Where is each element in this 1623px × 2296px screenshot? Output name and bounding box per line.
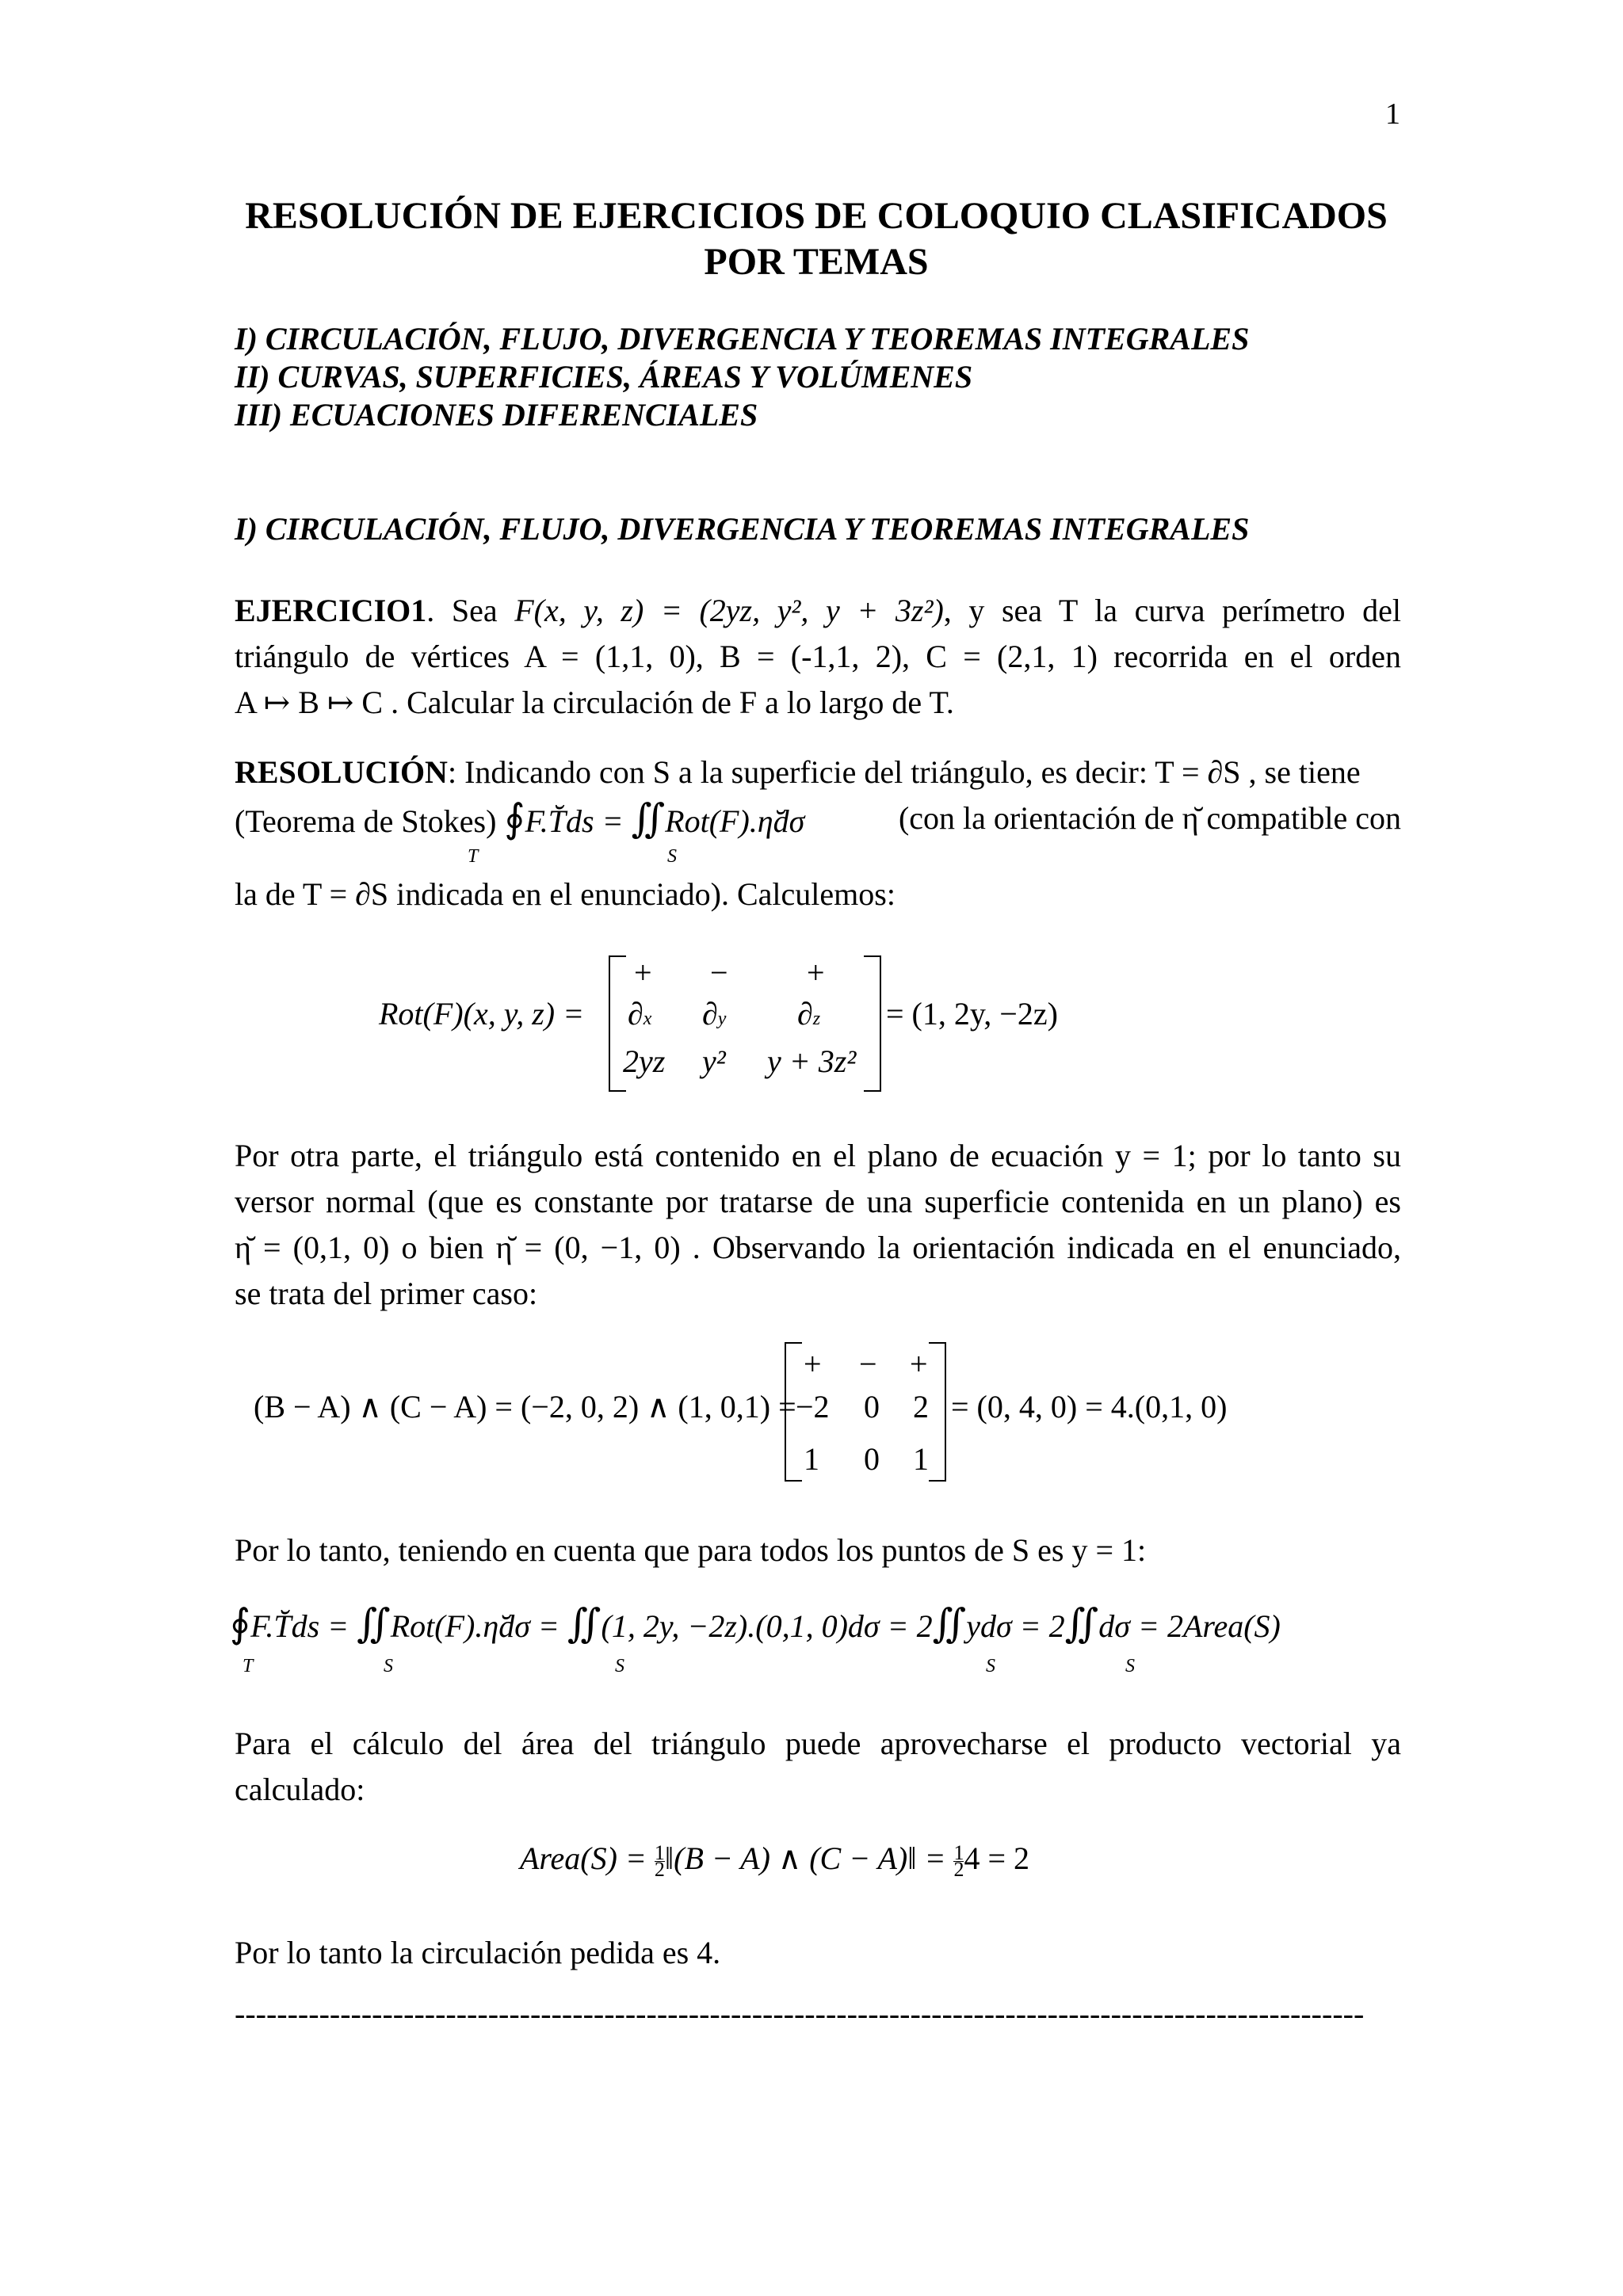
partial-sub: z — [812, 1009, 821, 1029]
resolution-text: : Indicando con S a la superficie del triángulo, es decir: T = ∂S , se tiene — [447, 754, 1361, 790]
cross-cell: 1 — [913, 1441, 929, 1477]
rot-cell — [797, 995, 820, 1032]
double-integral-icon: ∬ — [631, 796, 666, 841]
partial-symbol: ∂ — [702, 996, 718, 1032]
rot-cell-text: 2yz — [623, 1043, 666, 1079]
cross-cell: 0 — [864, 1389, 880, 1425]
rot-cell-text: y + 3z² — [767, 1043, 857, 1079]
chain-term: (1, 2y, −2z).(0,1, 0)dσ = 2 — [601, 1608, 933, 1644]
chain-term: dσ = 2Area(S) — [1098, 1608, 1281, 1644]
matrix-bracket-right — [864, 955, 881, 1092]
cross-cell: −2 — [796, 1389, 830, 1425]
double-integral-icon: ∬ — [932, 1601, 967, 1646]
limit-S: S — [615, 1656, 624, 1676]
topic-2: II) CURVAS, SUPERFICIES, ÁREAS Y VOLÚMENES — [235, 359, 973, 395]
chain-term: ydσ = 2 — [966, 1608, 1065, 1644]
partial-sub: x — [643, 1009, 652, 1029]
resolution-line-3-wrap — [235, 871, 1401, 917]
exercise-text: . Sea — [426, 593, 515, 628]
partial-symbol: ∂ — [797, 996, 813, 1032]
cross-cell: 2 — [913, 1389, 929, 1425]
line-integral-icon: ∮ — [504, 796, 525, 841]
double-integral-icon: ∬ — [567, 1601, 601, 1646]
rot-cell — [628, 995, 651, 1032]
stokes-lhs: F.T̆ds = — [525, 803, 624, 839]
stokes-rhs: Rot(F).η̆dσ — [665, 803, 805, 839]
plane-paragraph — [235, 1133, 1401, 1317]
exercise-line-1 — [235, 588, 1401, 634]
partial-sub: y — [717, 1009, 727, 1029]
partial-symbol: ∂ — [628, 996, 643, 1032]
cross-cell: + — [910, 1346, 928, 1382]
fraction-denominator: 2 — [953, 1858, 964, 1882]
document-title — [230, 193, 1403, 285]
vector-field: F(x, y, z) = (2yz, y², y + 3z²) — [514, 593, 944, 628]
limit-S: S — [667, 846, 677, 867]
conclusion-line: Por lo tanto la circulación pedida es 4. — [235, 1935, 721, 1970]
rot-cell: + — [634, 955, 652, 990]
tanto-paragraph — [235, 1527, 1401, 1573]
resolution-label: RESOLUCIÓN — [235, 754, 448, 790]
double-integral-icon: ∬ — [357, 1601, 391, 1646]
line-integral-icon: ∮ — [230, 1601, 251, 1646]
plane-line: η̆ = (0,1, 0) o bien η̆ = (0, −1, 0) . Observando la orientación indicada en el enunciado, — [235, 1230, 1401, 1265]
title-line-1: RESOLUCIÓN DE EJERCICIOS DE COLOQUIO CLASIFICADOS — [245, 195, 1388, 237]
cross-cell: − — [859, 1346, 877, 1382]
area-line: calculado: — [235, 1772, 365, 1807]
topic-1: I) CIRCULACIÓN, FLUJO, DIVERGENCIA Y TEOREMAS INTEGRALES — [235, 321, 1250, 357]
area-line: Para el cálculo del área del triángulo puede aprovecharse el producto vectorial ya — [235, 1726, 1401, 1761]
plane-line: se trata del primer caso: — [235, 1276, 538, 1311]
half-fraction — [953, 1841, 964, 1882]
stokes-note: (con la orientación de η̆ compatible con — [898, 800, 1401, 836]
topic-3: III) ECUACIONES DIFERENCIALES — [235, 397, 758, 433]
area-rhs: 4 = 2 — [964, 1840, 1029, 1876]
cross-lhs: (B − A) ∧ (C − A) = (−2, 0, 2) ∧ (1, 0,1) = — [254, 1389, 796, 1425]
cross-cell: 1 — [804, 1441, 819, 1477]
cross-cell: + — [804, 1346, 822, 1382]
rot-cell — [767, 1043, 856, 1080]
fraction-denominator: 2 — [654, 1858, 665, 1882]
rot-cell: − — [710, 955, 728, 990]
exercise-label: EJERCICIO1 — [235, 593, 427, 628]
limit-S: S — [384, 1656, 393, 1676]
rot-cell — [702, 1043, 726, 1080]
section-heading: I) CIRCULACIÓN, FLUJO, DIVERGENCIA Y TEOREMAS INTEGRALES — [235, 511, 1250, 547]
rot-rhs: = (1, 2y, −2z) — [886, 996, 1058, 1032]
cross-rhs: = (0, 4, 0) = 4.(0,1, 0) — [951, 1389, 1228, 1425]
resolution-line-3: la de T = ∂S indicada en el enunciado). Calculemos: — [235, 876, 896, 912]
area-equation — [520, 1840, 1029, 1882]
rot-cell — [623, 1043, 665, 1080]
rot-lhs — [379, 995, 584, 1032]
area-paragraph — [235, 1721, 1401, 1813]
rot-lhs-text: Rot(F)(x, y, z) = — [379, 996, 585, 1032]
fraction-numerator: 1 — [953, 1841, 964, 1865]
plane-line: Por otra parte, el triángulo está contenido en el plano de ecuación y = 1; por lo tanto su — [235, 1138, 1401, 1173]
area-mid: ‖(B − A) ∧ (C − A)‖ = — [664, 1840, 946, 1876]
chain-term: Rot(F).η̆dσ = — [390, 1608, 559, 1644]
matrix-bracket-right — [929, 1342, 946, 1482]
exercise-text: , y sea T la curva perímetro del — [943, 593, 1401, 628]
tanto-line: Por lo tanto, teniendo en cuenta que para todos los puntos de S es y = 1: — [235, 1532, 1147, 1568]
rot-cell: + — [807, 955, 825, 990]
exercise-line-3: A ↦ B ↦ C . Calcular la circulación de F a lo largo de T. — [235, 685, 954, 720]
area-lhs: Area(S) = — [520, 1840, 647, 1876]
limit-S: S — [1125, 1656, 1135, 1676]
limit-T: T — [242, 1656, 254, 1676]
separator-rule: ----------------------------------------------------------------------------------------------------------- — [235, 1996, 1365, 2031]
double-integral-icon: ∬ — [1064, 1601, 1099, 1646]
exercise-line-2: triángulo de vértices A = (1,1, 0), B = (-1,1, 2), C = (2,1, 1) recorrida en el orden — [235, 639, 1401, 674]
resolution — [235, 749, 1401, 795]
chain-term: F.T̆ds = — [250, 1608, 349, 1644]
stokes-line — [235, 795, 1401, 845]
resolution-line-1 — [235, 749, 1401, 795]
conclusion-paragraph — [235, 1930, 1401, 1976]
fraction-numerator: 1 — [654, 1841, 665, 1865]
page-number: 1 — [1385, 97, 1400, 131]
limit-T: T — [468, 846, 479, 867]
chain-equation — [230, 1600, 1281, 1646]
plane-line: versor normal (que es constante por tratarse de una superficie contenida en un plano) es — [235, 1184, 1401, 1219]
cross-cell: 0 — [864, 1441, 880, 1477]
title-line-2: POR TEMAS — [704, 241, 929, 283]
exercise-1 — [235, 588, 1401, 726]
half-fraction — [654, 1841, 665, 1882]
rot-cell-text: y² — [702, 1043, 726, 1079]
limit-S: S — [986, 1656, 995, 1676]
stokes-label: (Teorema de Stokes) — [235, 803, 497, 839]
rot-cell — [702, 995, 726, 1032]
